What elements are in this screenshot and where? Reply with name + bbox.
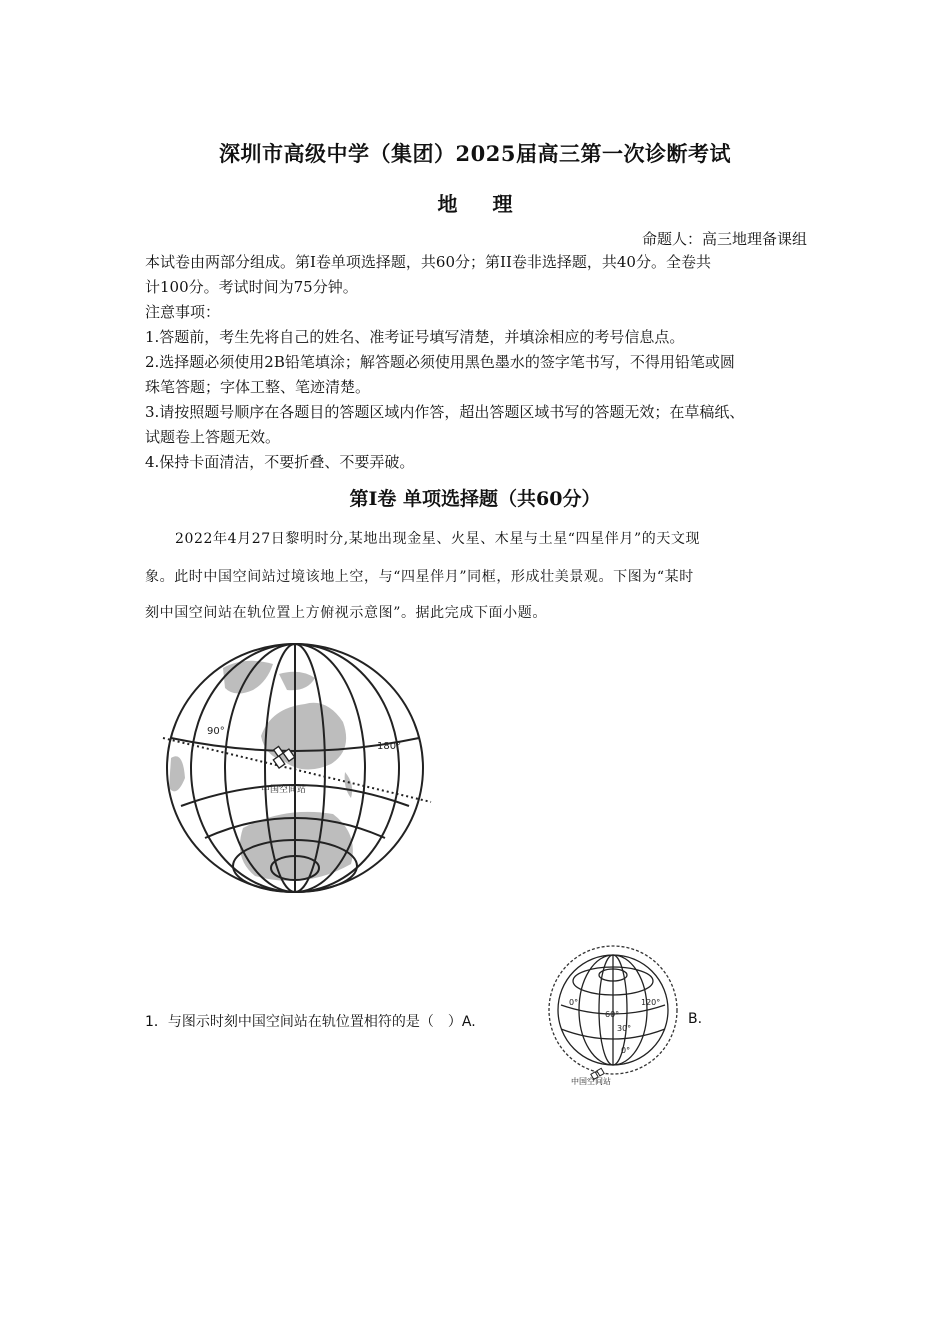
notice-heading: 注意事项： xyxy=(145,303,221,321)
notice-item-2: 2.选择题必须使用2B铅笔填涂；解答题必须使用黑色墨水的签字笔书写，不得用铅笔或圆 xyxy=(145,353,735,371)
globe-figure xyxy=(155,638,445,908)
intro-line-2: 计100分。考试时间为75分钟。 xyxy=(145,278,358,296)
option-b-label: B. xyxy=(688,1011,703,1027)
label-0-bottom: 0° xyxy=(621,1046,631,1055)
label-0-left: 0° xyxy=(569,998,579,1007)
exam-title: 深圳市高级中学（集团）2025届高三第一次诊断考试 xyxy=(219,141,731,166)
label-180-degrees: 180° xyxy=(377,741,402,752)
option-a-globe-figure xyxy=(545,945,683,1087)
station-label: 中国空间站 xyxy=(571,1077,611,1086)
intro-line-1: 本试卷由两部分组成。第Ⅰ卷单项选择题，共60分；第II卷非选择题，共40分。全卷共 xyxy=(145,253,711,271)
passage-line-3: 刻中国空间站在轨位置上方俯视示意图”。据此完成下面小题。 xyxy=(145,605,547,621)
notice-item-4: 4.保持卡面清洁，不要折叠、不要弄破。 xyxy=(145,453,415,471)
label-90-degrees: 90° xyxy=(207,726,225,737)
section-title: 第Ⅰ卷 单项选择题（共60分） xyxy=(349,488,601,510)
notice-item-2-cont: 珠笔答题；字体工整、笔迹清楚。 xyxy=(145,378,371,396)
label-120-degrees: 120° xyxy=(641,998,661,1007)
new-zealand-landmass xyxy=(345,772,353,798)
africa-edge-landmass xyxy=(169,756,185,791)
notice-item-3: 3.请按照题号顺序在各题目的答题区域内作答，超出答题区域书写的答题无效；在草稿纸、 xyxy=(145,403,745,421)
passage-line-2: 象。此时中国空间站过境该地上空，与“四星伴月”同框，形成壮美景观。下图为“某时 xyxy=(145,569,694,585)
station-label: 中国空间站 xyxy=(261,785,307,795)
passage-line-1: 2022年4月27日黎明时分,某地出现金星、火星、木星与土星“四星伴月”的天文现 xyxy=(175,531,701,547)
label-30-degrees: 30° xyxy=(617,1024,632,1033)
subject-title: 地 理 xyxy=(437,192,527,216)
question-1-stem: 1．与图示时刻中国空间站在轨位置相符的是（ ）A. xyxy=(145,1014,476,1030)
author-line: 命题人：高三地理备课组 xyxy=(641,230,807,248)
islands-landmass xyxy=(279,672,315,691)
label-60-degrees: 60° xyxy=(605,1010,620,1019)
notice-item-3-cont: 试题卷上答题无效。 xyxy=(145,428,281,446)
notice-item-1: 1.答题前，考生先将自己的姓名、准考证号填写清楚，并填涂相应的考号信息点。 xyxy=(145,328,685,346)
